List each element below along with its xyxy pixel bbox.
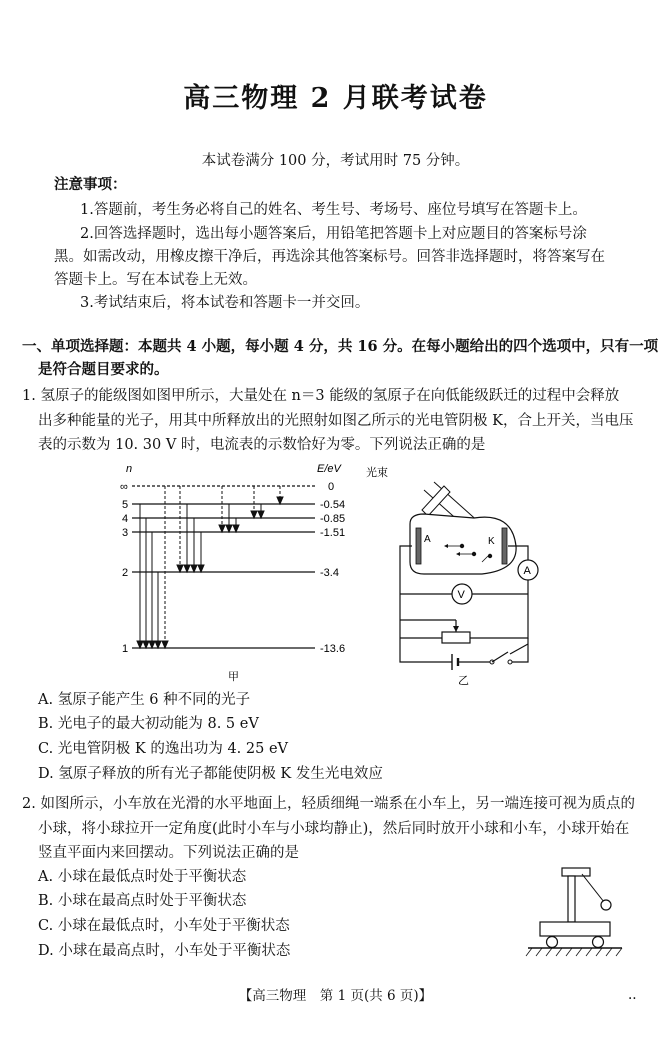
cart-pendulum-diagram [524, 864, 624, 964]
notice-item-2: 2.回答选择题时，选出每小题答案后，用铅笔把答题卡上对应题目的答案标号涂 [80, 226, 587, 242]
q2-option-d: D. 小球在最高点时，小车处于平衡状态 [38, 943, 291, 959]
q1-stem-line-3: 表的示数为 10. 30 V 时，电流表的示数恰好为零。下列说法正确的是 [38, 437, 486, 453]
transition-arrow-head [177, 565, 183, 572]
q1-option-d: D. 氢原子释放的所有光子都能使阴极 K 发生光电效应 [38, 766, 383, 782]
q1-option-c: C. 光电管阴极 K 的逸出功为 4. 25 eV [38, 741, 289, 757]
level-n-label: ∞ [120, 481, 128, 493]
q2-option-b: B. 小球在最高点时处于平衡状态 [38, 893, 247, 909]
notice-item-2-cont: 黑。如需改动，用橡皮擦干净后，再选涂其他答案标号。回答非选择题时，将答案写在 [54, 249, 605, 265]
notice-item-3: 3.考试结束后，将本试卷和答题卡一并交回。 [80, 295, 370, 311]
voltmeter-label: V [457, 589, 465, 601]
level-n-label: 2 [122, 567, 129, 579]
rheostat [442, 632, 470, 643]
transition-arrow-head [198, 565, 204, 572]
cathode-label: K [488, 536, 495, 547]
cart-body [540, 922, 610, 936]
light-beam-label: 光束 [366, 467, 388, 479]
electron [488, 554, 492, 558]
circuit-wire [470, 580, 528, 638]
exam-info: 本试卷满分 100 分，考试用时 75 分钟。 [201, 153, 470, 169]
electron [472, 552, 476, 556]
transition-arrow-head [184, 565, 190, 572]
q1-option-b: B. 光电子的最大初动能为 8. 5 eV [38, 716, 259, 732]
q1-stem-line-2: 出多种能量的光子，用其中所释放出的光照射如图乙所示的光电管阴极 K，合上开关，当电压 [38, 413, 634, 429]
notice-item-2-end: 答题卡上。写在本试卷上无效。 [54, 272, 257, 288]
transition-arrow-head [191, 565, 197, 572]
ground-hatching [526, 948, 622, 956]
corner-mark: .. [628, 987, 637, 1003]
stand-top [562, 868, 590, 876]
transition-arrow-head [155, 641, 161, 648]
level-energy-label: -13.6 [320, 643, 346, 655]
rheostat-slider-head [453, 626, 459, 632]
switch-contact [508, 660, 512, 664]
q2-option-c: C. 小球在最低点时，小车处于平衡状态 [38, 918, 290, 934]
anode-label: A [424, 534, 431, 545]
transition-arrow-head [219, 525, 225, 532]
level-n-label: 4 [122, 513, 129, 525]
q2-option-a: A. 小球在最低点时处于平衡状态 [38, 869, 247, 885]
light-collimator [422, 486, 450, 516]
transition-arrow-head [143, 641, 149, 648]
anode-plate [416, 528, 421, 564]
level-n-label: 1 [122, 643, 129, 655]
transition-arrow-head [277, 497, 283, 504]
pendulum-bob [601, 900, 611, 910]
level-energy-label: -1.51 [320, 527, 346, 539]
energy-axis-label: E/eV [317, 463, 341, 475]
energy-level-diagram [110, 460, 370, 685]
switch-blade [510, 644, 528, 654]
level-n-label: 5 [122, 499, 129, 511]
n-axis-label: n [126, 463, 133, 475]
pendulum-string [582, 874, 604, 902]
level-energy-label: -3.4 [320, 567, 339, 579]
electron [460, 544, 464, 548]
transition-arrow-head [162, 641, 168, 648]
level-energy-label: -0.85 [320, 513, 346, 525]
page-title: 高三物理 2 月联考试卷 [183, 83, 488, 114]
q1-option-a: A. 氢原子能产生 6 种不同的光子 [38, 692, 251, 708]
cart-wheel [547, 937, 558, 948]
photoelectric-circuit-diagram [362, 462, 562, 687]
cathode-plate [502, 528, 507, 564]
circuit-wire [512, 638, 528, 662]
transition-arrow-head [149, 641, 155, 648]
level-energy-label: -0.54 [320, 499, 346, 511]
q2-stem-line-2: 小球，将小球拉开一定角度(此时小车与小球均静止)，然后同时放开小球和小车，小球开始在 [38, 821, 630, 837]
cart-wheel [593, 937, 604, 948]
switch-lever [492, 652, 508, 662]
level-energy-label: 0 [328, 481, 335, 493]
notice-item-1: 1.答题前，考生务必将自己的姓名、考生号、考场号、座位号填写在答题卡上。 [80, 202, 587, 218]
page-footer: 【高三物理 第 1 页(共 6 页)】 [238, 988, 433, 1004]
transition-arrow-head [233, 525, 239, 532]
section-heading-cont: 是符合题目要求的。 [38, 361, 169, 378]
notice-heading: 注意事项： [54, 176, 127, 193]
transition-arrow-head [258, 511, 264, 518]
figure-jia-caption: 甲 [228, 671, 239, 683]
transition-arrow-head [137, 641, 143, 648]
q2-stem-line-3: 竖直平面内来回摆动。下列说法正确的是 [38, 845, 299, 861]
transition-arrow-head [251, 511, 257, 518]
figure-yi-caption: 乙 [458, 675, 469, 687]
q1-stem-line-1: 1. 氢原子的能级图如图甲所示，大量处在 n＝3 能级的氢原子在向低能级跃迁的过程中会释放 [22, 388, 620, 404]
section-heading: 一、单项选择题：本题共 4 小题，每小题 4 分，共 16 分。在每小题给出的四个选项中，只有一项 [22, 338, 659, 355]
ammeter-label: A [523, 565, 531, 577]
transition-arrow-head [226, 525, 232, 532]
level-n-label: 3 [122, 527, 129, 539]
stand-pole [568, 876, 575, 922]
q2-stem-line-1: 2. 如图所示，小车放在光滑的水平地面上，轻质细绳一端系在小车上，另一端连接可视为质点的 [22, 796, 635, 812]
